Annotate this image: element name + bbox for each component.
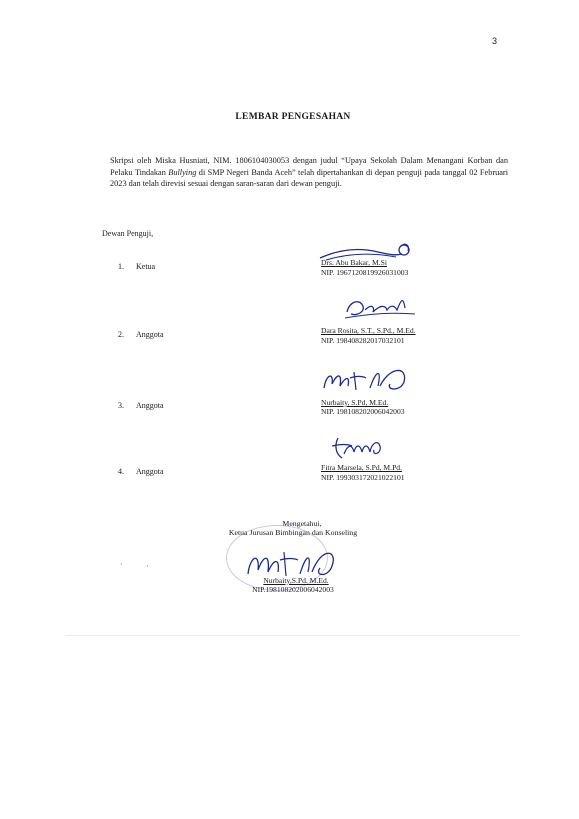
department-head-nip: NIP.198108202006042003: [252, 585, 334, 594]
examiner-4-name: Fitra Marsela, S.Pd, M.Pd.: [321, 463, 403, 472]
examiner-3-role: [118, 401, 164, 410]
statement-italic: Bullying: [168, 167, 197, 177]
examiner-2-role-label: Anggota: [136, 330, 164, 339]
department-head-name: Nurbaity,S.Pd. M.Ed.: [263, 576, 329, 585]
known-label: Mengetahui,: [282, 519, 322, 528]
examiner-1-number: 1.: [118, 262, 124, 271]
examiners-label: Dewan Penguji,: [102, 229, 154, 238]
page-title: LEMBAR PENGESAHAN: [235, 112, 351, 122]
scan-mark-left: ·: [120, 560, 123, 569]
examiner-4-number: 4.: [118, 467, 124, 476]
statement-text-2: di SMP Negeri Banda Aceh” telah dipertahankan di depan penguji pada tanggal 02 Februari 2023 dan telah direvisi sesuai dengan saran-saran dari dewan penguji.: [110, 167, 509, 189]
signature-examiner-4: [328, 432, 388, 464]
examiner-1-role-label: Ketua: [136, 262, 156, 271]
examiner-2-number: 2.: [118, 330, 124, 339]
examiner-2-name: Dara Rosita, S.T., S.Pd., M.Ed.: [321, 326, 416, 335]
examiner-2-role: [118, 330, 164, 339]
scan-mark-right: ·: [146, 562, 149, 571]
examiner-2-nip: NIP. 198408282017032101: [321, 336, 405, 345]
signature-examiner-2: [341, 292, 421, 322]
statement-text-1: Skripsi oleh Miska Husniati, NIM. 1806104030053 dengan judul “Upaya Sekolah Dalam Menangani Korban dan Pelaku Tindakan: [110, 156, 508, 177]
examiner-3-role-label: Anggota: [136, 401, 164, 410]
page-number: 3: [491, 36, 497, 46]
department-head-position: Ketua Jurusan Bimbingan dan Konseling: [228, 528, 358, 537]
scanned-page: [66, 100, 520, 634]
examiner-3-name: Nurbaity, S.Pd, M.Ed.: [321, 398, 389, 407]
examiner-4-nip: NIP. 199303172021022101: [321, 473, 405, 482]
examiner-3-nip: NIP. 198108202006042003: [321, 407, 405, 416]
approval-statement: [110, 155, 508, 190]
examiner-4-role: [118, 467, 164, 476]
examiner-1-nip: NIP. 1967120819926031003: [321, 268, 409, 277]
examiner-3-number: 3.: [118, 401, 124, 410]
page-bottom-border: [66, 635, 520, 636]
signature-examiner-3: [320, 362, 412, 398]
examiner-1-role: [118, 262, 155, 271]
examiner-4-role-label: Anggota: [136, 467, 164, 476]
examiner-1-name: Drs. Abu Bakar, M.Si: [321, 258, 387, 267]
